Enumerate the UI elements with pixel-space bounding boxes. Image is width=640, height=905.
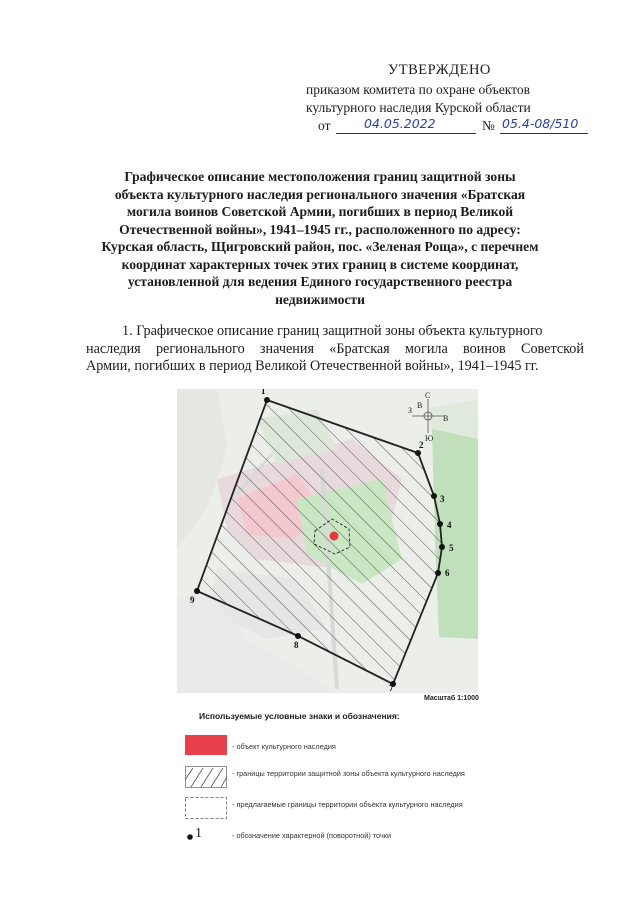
compass-north: С <box>425 391 431 400</box>
date-underline <box>336 133 476 134</box>
number-underline <box>500 133 588 134</box>
paragraph-line: Армии, погибших в период Великой Отечественной войны», 1941–1945 гг. <box>86 358 539 374</box>
approval-line-2: культурного наследия Курской области <box>306 100 531 115</box>
title-line: Курская область, Щигровский район, пос. «Зеленая Роща», с перечнем <box>101 239 539 254</box>
paragraph-line: наследия регионального значения «Братская могила воинов Советской <box>86 340 584 357</box>
compass-south: Ю <box>425 434 434 443</box>
date-handwritten: 04.05.2022 <box>364 116 436 131</box>
number-prefix: № <box>482 118 495 133</box>
title-line: координат характерных точек этих границ в системе координат, <box>121 256 519 272</box>
description-paragraph <box>86 323 584 376</box>
boundary-point <box>435 570 441 576</box>
map-svg <box>177 389 478 693</box>
paragraph-line: 1. Графическое описание границ защитной зоны объекта культурного <box>122 323 543 339</box>
point-label: 2 <box>419 440 424 450</box>
boundary-point <box>264 397 270 403</box>
boundary-point <box>295 633 301 639</box>
legend-text-proposed: - предлагаемые границы территории объекта культурного наследия <box>232 800 463 809</box>
legend-swatch-heritage <box>185 735 227 755</box>
approval-title: УТВЕРЖДЕНО <box>388 62 491 78</box>
boundary-point <box>415 450 421 456</box>
title-line: установленной для ведения Единого государственного реестра <box>127 274 513 289</box>
title-line: объекта культурного наследия регионального значения «Братская <box>114 186 526 202</box>
boundary-point <box>431 493 437 499</box>
legend-text-point: - обозначение характерной (поворотной) точки <box>232 831 392 840</box>
legend-text-zone: - границы территории защитной зоны объекта культурного наследия <box>232 769 465 778</box>
title-line: Отечественной войны», 1941–1945 гг., расположенного по адресу: <box>119 221 521 237</box>
point-label: 7 <box>389 683 394 693</box>
legend-swatch-proposed <box>185 797 227 819</box>
point-label: 8 <box>294 640 299 650</box>
date-prefix: от <box>318 118 331 133</box>
title-line: могила воинов Советской Армии, погибших в период Великой <box>126 204 514 219</box>
legend-text-heritage: - объект культурного наследия <box>232 742 336 751</box>
map-scale: Масштаб 1:1000 <box>424 695 479 702</box>
document-title <box>60 168 580 308</box>
point-label: 9 <box>190 595 195 605</box>
heritage-object-marker <box>330 532 339 541</box>
title-line: недвижимости <box>275 291 365 307</box>
compass-east: В <box>443 414 449 423</box>
point-label: 6 <box>445 568 450 578</box>
boundary-point <box>194 588 200 594</box>
legend-point-label: 1 <box>195 826 202 841</box>
legend-swatch-zone <box>185 766 227 788</box>
number-handwritten: 05.4-08/510 <box>502 116 579 131</box>
compass-west: З <box>408 406 413 415</box>
boundary-point <box>437 521 443 527</box>
legend-title: Используемые условные знаки и обозначения: <box>199 711 400 721</box>
point-label: 4 <box>447 520 452 530</box>
boundary-map <box>177 389 478 693</box>
compass-east-upper: В <box>417 401 423 410</box>
point-label: 1 <box>261 389 266 396</box>
legend-point-symbol <box>185 832 195 842</box>
point-label: 5 <box>449 543 454 553</box>
point-label: 3 <box>440 494 445 504</box>
title-line: Графическое описание местоположения границ защитной зоны <box>124 169 516 184</box>
approval-line-1: приказом комитета по охране объектов <box>306 82 530 97</box>
boundary-point <box>439 544 445 550</box>
